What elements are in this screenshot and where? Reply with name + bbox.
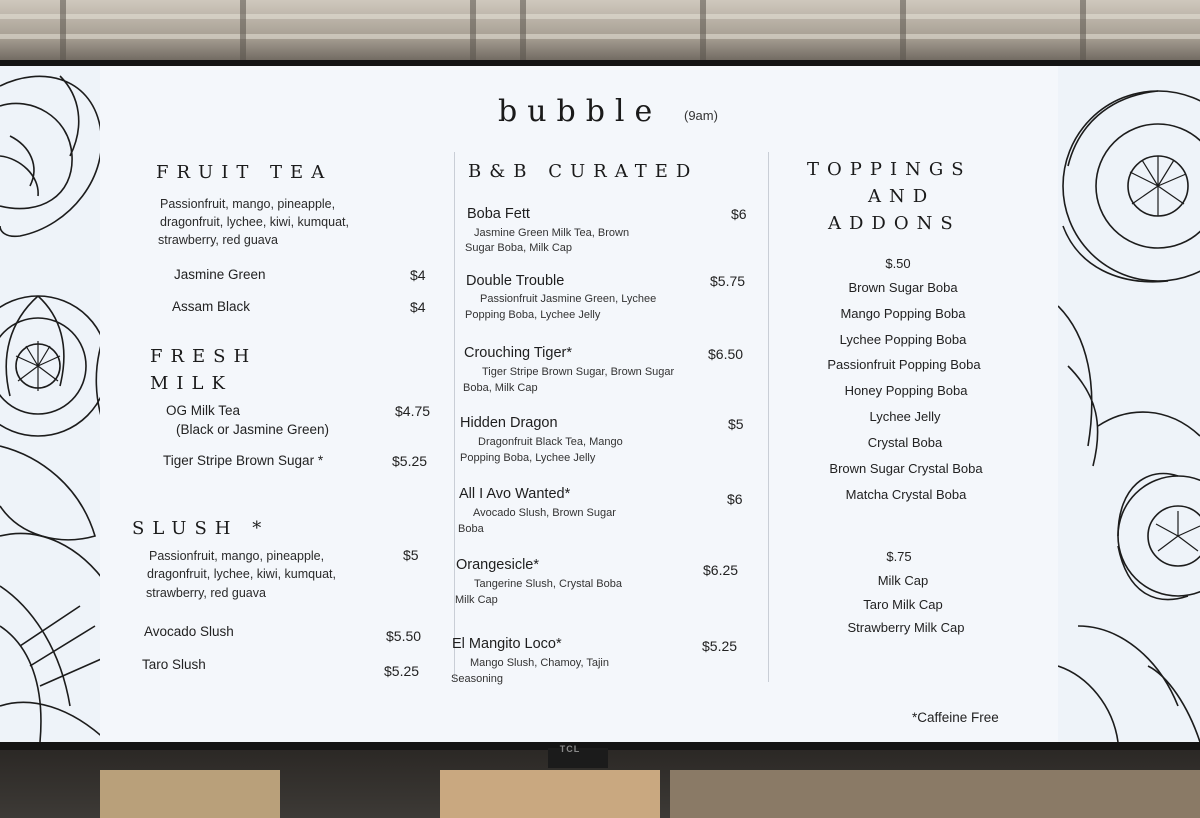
menu-item-description: Mango Slush, Chamoy, Tajin <box>470 657 609 669</box>
topping-item: Honey Popping Boba <box>844 383 968 398</box>
slush-price: $5 <box>403 547 419 563</box>
menu-item-price: $6.50 <box>708 346 744 362</box>
topping-item: Milk Cap <box>877 573 929 588</box>
menu-item-description: Popping Boba, Lychee Jelly <box>465 309 601 321</box>
menu-item-name: Taro Slush <box>142 657 206 672</box>
toppings-heading: AND <box>868 186 936 207</box>
fruit-tea-description: Passionfruit, mango, pineapple, <box>160 197 336 211</box>
menu-item-description: Sugar Boba, Milk Cap <box>465 242 572 254</box>
flower-sketch-icon <box>0 66 110 742</box>
menu-item-price: $4.75 <box>395 403 431 419</box>
menu-item-name: Crouching Tiger* <box>464 345 572 361</box>
topping-item: Taro Milk Cap <box>863 597 943 612</box>
topping-item: Mango Popping Boba <box>840 306 966 321</box>
menu-item-description: Dragonfruit Black Tea, Mango <box>478 436 623 448</box>
menu-item-name: All I Avo Wanted* <box>459 486 571 502</box>
menu-item-description: Jasmine Green Milk Tea, Brown <box>474 227 630 239</box>
menu-item-description: Passionfruit Jasmine Green, Lychee <box>480 293 657 305</box>
topping-item: Brown Sugar Crystal Boba <box>829 461 983 476</box>
menu-item-description: Tangerine Slush, Crystal Boba <box>474 578 622 590</box>
flower-sketch-icon <box>1058 66 1200 742</box>
ceiling-beam <box>1080 0 1086 62</box>
menu-item-price: $5.25 <box>392 453 428 469</box>
menu-item-name: Boba Fett <box>467 206 530 222</box>
ceiling-beam <box>520 0 526 62</box>
fresh-milk-heading: FRESH <box>150 346 258 367</box>
menu-item-name: Tiger Stripe Brown Sugar * <box>163 453 324 468</box>
menu-item-price: $6.25 <box>703 562 739 578</box>
menu-item-name: El Mangito Loco* <box>452 636 562 652</box>
menu-item-name: OG Milk Tea <box>166 403 241 418</box>
menu-item-price: $6 <box>727 491 743 507</box>
ceiling-beam <box>900 0 906 62</box>
fruit-tea-description: dragonfruit, lychee, kiwi, kumquat, <box>160 215 349 229</box>
menu-title-note: (9am) <box>684 108 718 123</box>
topping-item: Passionfruit Popping Boba <box>827 357 981 372</box>
menu-item-price: $5.75 <box>710 273 746 289</box>
menu-item-price: $5.25 <box>702 638 738 654</box>
fresh-milk-heading: MILK <box>150 373 233 394</box>
topping-item: Lychee Jelly <box>869 409 941 424</box>
menu-item-name: Hidden Dragon <box>460 415 558 431</box>
column-divider <box>768 152 769 682</box>
topping-item: Crystal Boba <box>867 435 943 450</box>
menu-item-name: Assam Black <box>172 299 251 314</box>
topping-item: Brown Sugar Boba <box>848 280 958 295</box>
menu-item-price: $5.25 <box>384 663 420 679</box>
menu-item-name: Avocado Slush <box>144 624 234 639</box>
menu-item-name: Jasmine Green <box>174 267 266 282</box>
menu-item-name: Double Trouble <box>466 273 565 289</box>
menu-item-price: $5 <box>728 416 744 432</box>
floral-illustration-left <box>0 66 110 742</box>
menu-item-price: $4 <box>410 299 426 315</box>
footnote: *Caffeine Free <box>912 710 999 725</box>
ceiling-rafter <box>0 14 1200 19</box>
menu-item-description: Boba, Milk Cap <box>463 382 538 394</box>
ceiling-beam <box>60 0 66 62</box>
wood-counter <box>100 770 280 818</box>
topping-item: Strawberry Milk Cap <box>847 620 965 635</box>
menu-screen <box>0 66 1200 742</box>
menu-item-description: Popping Boba, Lychee Jelly <box>460 452 596 464</box>
ceiling-beam <box>240 0 246 62</box>
slush-heading: SLUSH * <box>132 518 270 539</box>
floral-illustration-right <box>1058 66 1200 742</box>
ceiling-beam <box>700 0 706 62</box>
fruit-tea-description: strawberry, red guava <box>158 233 278 247</box>
curated-heading: B&B CURATED <box>468 161 699 182</box>
menu-item-description: Avocado Slush, Brown Sugar <box>473 507 616 519</box>
ceiling-rafter <box>0 34 1200 39</box>
toppings-price: $.50 <box>885 256 911 271</box>
menu-item-price: $4 <box>410 267 426 283</box>
wood-counter <box>440 770 660 818</box>
ceiling-beam <box>470 0 476 62</box>
menu-item-price: $6 <box>731 206 747 222</box>
topping-item: Matcha Crystal Boba <box>845 487 967 502</box>
topping-item: Lychee Popping Boba <box>839 332 967 347</box>
ceiling <box>0 0 1200 62</box>
slush-description: strawberry, red guava <box>146 586 266 600</box>
slush-description: Passionfruit, mango, pineapple, <box>149 549 325 563</box>
tv-brand-logo: TCL <box>559 744 581 754</box>
fruit-tea-heading: FRUIT TEA <box>156 162 333 183</box>
menu-item-description: Seasoning <box>451 673 503 685</box>
toppings-price: $.75 <box>886 549 912 564</box>
toppings-heading: TOPPINGS <box>807 159 972 180</box>
menu-item-description: Tiger Stripe Brown Sugar, Brown Sugar <box>482 366 675 378</box>
menu-item-note: (Black or Jasmine Green) <box>176 422 330 437</box>
menu-item-name: Orangesicle* <box>456 557 540 573</box>
toppings-heading: ADDONS <box>828 213 961 234</box>
back-wall <box>670 770 1200 818</box>
menu-item-description: Milk Cap <box>455 594 498 606</box>
menu-item-price: $5.50 <box>386 628 422 644</box>
menu-title: bubble <box>498 94 663 129</box>
menu-item-description: Boba <box>458 523 484 535</box>
slush-description: dragonfruit, lychee, kiwi, kumquat, <box>147 567 336 581</box>
